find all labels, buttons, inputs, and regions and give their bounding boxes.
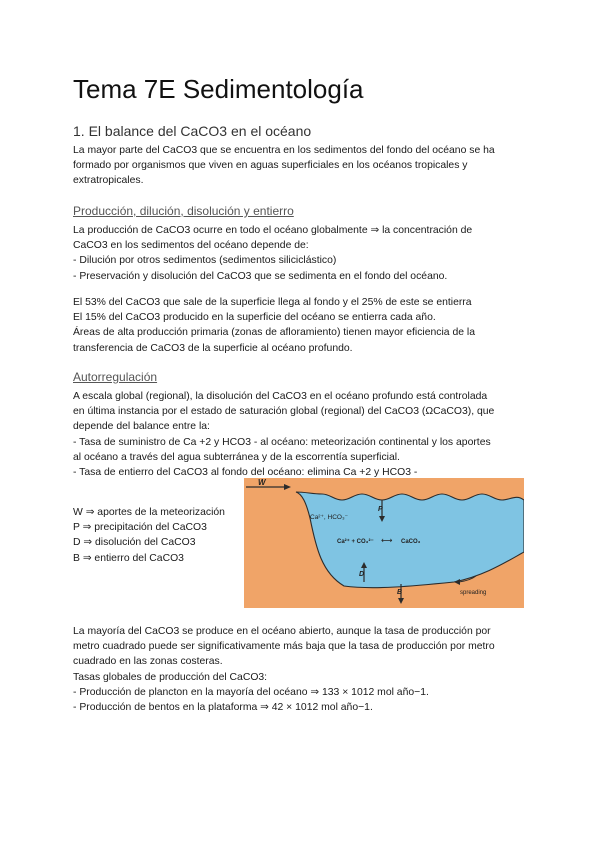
- text-line: - Dilución por otros sedimentos (sedimentos siliciclástico): [73, 255, 337, 267]
- carbonate-cycle-diagram: [244, 478, 524, 608]
- legend-item-w: W ⇒ aportes de la meteorización: [73, 507, 225, 518]
- equilibrium-left: Ca²⁺ + CO₃²⁻: [337, 539, 374, 545]
- text-line: al océano a través del agua subterránea y de la escorrentía superficial.: [73, 451, 400, 463]
- text-line: Tasas globales de producción del CaCO3:: [73, 671, 268, 683]
- text-line: La producción de CaCO3 ocurre en todo el océano globalmente ⇒ la concentración de: [73, 225, 473, 236]
- produccion-paragraph-1: [73, 223, 472, 284]
- figure-legend: [73, 505, 225, 566]
- text-line: A escala global (regional), la disolución del CaCO3 en el océano profundo está controlada: [73, 391, 488, 402]
- produccion-paragraph-2: [73, 295, 475, 356]
- text-line: transferencia de CaCO3 de la superficie al océano profundo.: [73, 342, 353, 354]
- page-title: Tema 7E Sedimentología: [73, 74, 364, 104]
- intro-paragraph: [73, 143, 495, 189]
- text-line: depende del balance entre la:: [73, 421, 210, 433]
- subsection-heading-produccion: Producción, dilución, disolución y entierro: [73, 204, 294, 218]
- label-p: P: [378, 506, 383, 513]
- intro-line: extratropicales.: [73, 175, 144, 187]
- label-d: D: [359, 571, 365, 578]
- text-line: La mayoría del CaCO3 se produce en el océano abierto, aunque la tasa de producción por: [73, 626, 491, 637]
- text-line: - Tasa de entierro del CaCO3 al fondo del océano: elimina Ca +2 y HCO3 -: [73, 467, 418, 479]
- text-line: - Producción de bentos en la plataforma ⇒ 42 × 1012 mol año−1.: [73, 702, 373, 714]
- autorregulacion-paragraph-2: [73, 624, 495, 715]
- legend-item-d: D ⇒ disolución del CaCO3: [73, 537, 196, 549]
- spreading-label: spreading: [460, 590, 487, 596]
- label-w: W: [258, 478, 266, 487]
- text-line: El 53% del CaCO3 que sale de la superficie llega al fondo y el 25% de este se entierra: [73, 297, 472, 308]
- text-line: - Tasa de suministro de Ca +2 y HCO3 - al océano: meteorización continental y los aportes: [73, 436, 491, 448]
- text-line: en última instancia por el estado de saturación global (regional) del CaCO3 (ΩCaCO3), que: [73, 406, 495, 418]
- equilibrium-right: CaCO₃: [401, 539, 421, 545]
- text-line: cuadrado en las zonas costeras.: [73, 656, 223, 668]
- surface-ions-label: Ca²⁺, HCO₃⁻: [310, 514, 349, 521]
- subsection-heading-autorregulacion: Autorregulación: [73, 370, 158, 384]
- section-heading-balance: 1. El balance del CaCO3 en el océano: [73, 123, 312, 139]
- text-line: metro cuadrado puede ser significativamente más baja que la tasa de producción por metro: [73, 641, 495, 653]
- legend-item-b: B ⇒ entierro del CaCO3: [73, 552, 184, 564]
- text-line: - Producción de plancton en la mayoría del océano ⇒ 133 × 1012 mol año−1.: [73, 686, 429, 698]
- autorregulacion-paragraph-1: [73, 389, 494, 480]
- text-line: El 15% del CaCO3 producido en la superficie del océano se entierra cada año.: [73, 312, 436, 324]
- text-line: Áreas de alta producción primaria (zonas de afloramiento) tienen mayor eficiencia de la: [73, 327, 475, 339]
- text-line: - Preservación y disolución del CaCO3 que se sedimenta en el fondo del océano.: [73, 270, 448, 282]
- legend-item-p: P ⇒ precipitación del CaCO3: [73, 522, 207, 534]
- equilibrium-arrow-icon: ⟷: [381, 536, 393, 545]
- intro-line: La mayor parte del CaCO3 que se encuentra en los sedimentos del fondo del océano se ha: [73, 145, 495, 156]
- text-line: CaCO3 en los sedimentos del océano depende de:: [73, 240, 309, 252]
- intro-line: formado por organismos que viven en aguas superficiales en los océanos tropicales y: [73, 160, 468, 172]
- label-b: B: [397, 589, 403, 596]
